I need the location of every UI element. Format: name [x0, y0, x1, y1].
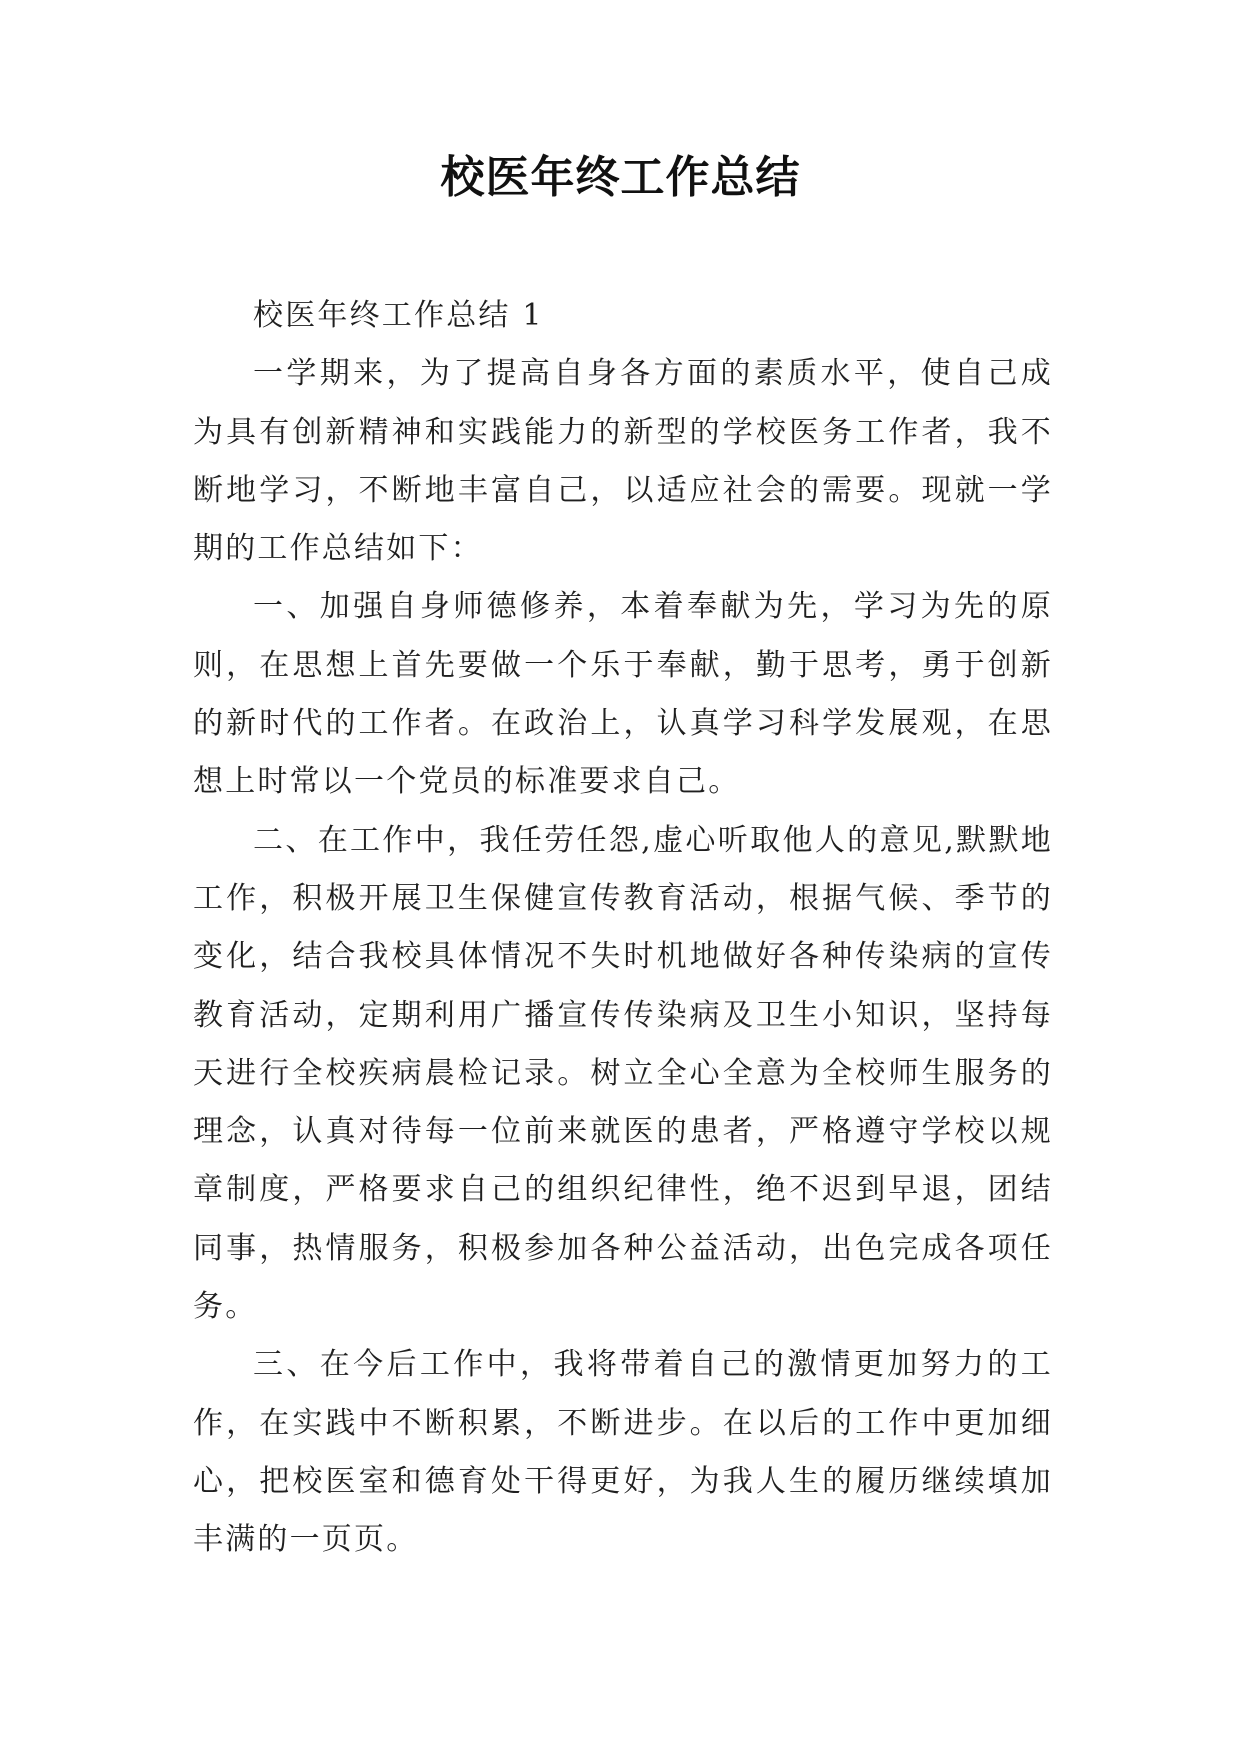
document-title: 校医年终工作总结: [440, 152, 801, 203]
section-heading: 校医年终工作总结 1: [253, 298, 544, 333]
paragraph-point-2: 二、在工作中，我任劳任怨,虚心听取他人的意见,默默地工作，积极开展卫生保健宣传教育活动，根据气候、季节的变化，结合我校具体情况不失时机地做好各种传染病的宣传教育活动，定期利用广播宣传传染病及卫生小知识，坚持每天进行全校疾病晨检记录。树立全心全意为全校师生服务的理念，认真对待每一位前来就医的患者，严格遵守学校以规章制度，严格要求自己的组织纪律性，绝不迟到早退，团结同事，热情服务，积极参加各种公益活动，出色完成各项任务。: [193, 822, 1053, 1325]
paragraph-intro: 一学期来，为了提高自身各方面的素质水平，使自己成为具有创新精神和实践能力的新型的学校医务工作者，我不断地学习，不断地丰富自己，以适应社会的需要。现就一学期的工作总结如下：: [193, 356, 1053, 567]
document-body: [193, 287, 1053, 1570]
paragraph-point-3: 三、在今后工作中，我将带着自己的激情更加努力的工作，在实践中不断积累，不断进步。在以后的工作中更加细心，把校医室和德育处干得更好，为我人生的履历继续填加丰满的一页页。: [193, 1347, 1053, 1558]
paragraph-point-1: 一、加强自身师德修养，本着奉献为先，学习为先的原则，在思想上首先要做一个乐于奉献，勤于思考，勇于创新的新时代的工作者。在政治上，认真学习科学发展观，在思想上时常以一个党员的标准要求自己。: [193, 589, 1053, 800]
